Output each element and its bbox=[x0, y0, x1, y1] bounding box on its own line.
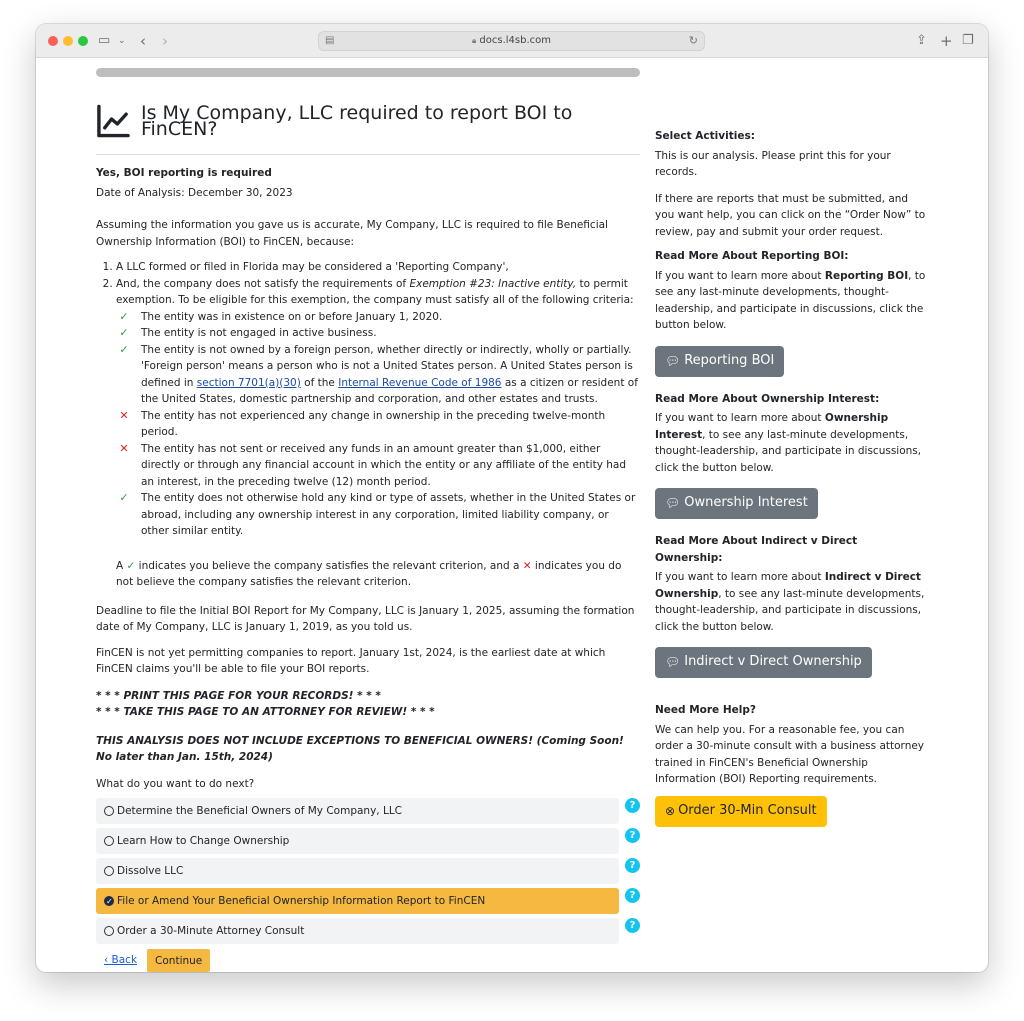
radio-icon[interactable] bbox=[104, 836, 114, 846]
continue-button[interactable]: Continue bbox=[147, 949, 210, 972]
help-icon[interactable]: ? bbox=[625, 828, 640, 843]
criterion-text: The entity is not engaged in active business. bbox=[141, 327, 377, 339]
sidebar-text: If you want to learn more about bbox=[655, 269, 825, 282]
option-row bbox=[96, 858, 640, 884]
criteria-list bbox=[96, 309, 640, 540]
exceptions-warning: THIS ANALYSIS DOES NOT INCLUDE EXCEPTIONS TO BENEFICIAL OWNERS! (Coming Soon! No later than Jan. 15th, 2024) bbox=[96, 734, 624, 763]
criterion-text: The entity was in existence on or before January 1, 2020. bbox=[141, 310, 443, 323]
legend-part: A bbox=[116, 559, 127, 572]
button-label: Ownership Interest bbox=[684, 495, 808, 511]
reason-1-text: A LLC formed or filed in Florida may be considered a 'Reporting Company', bbox=[116, 261, 509, 273]
option-row bbox=[96, 798, 640, 824]
sidebar-bold: Reporting BOI bbox=[824, 269, 909, 282]
option-label: Determine the Beneficial Owners of My Company, LLC bbox=[117, 804, 403, 817]
close-window-button[interactable] bbox=[48, 36, 58, 46]
next-prompt: What do you want to do next? bbox=[96, 777, 255, 790]
option-row bbox=[96, 888, 640, 914]
browser-window bbox=[36, 24, 988, 972]
indirect-direct-heading: Read More About Indirect v Direct Ownership: bbox=[655, 535, 858, 564]
criterion-text: The entity does not otherwise hold any kind or type of assets, whether in the United States or abroad, including any ownership interest in any corporation, limited liability company, or other similar entity. bbox=[141, 492, 636, 537]
criterion-item bbox=[116, 325, 640, 342]
reload-icon[interactable]: ↻ bbox=[688, 34, 698, 47]
zoom-window-button[interactable] bbox=[78, 36, 88, 46]
irc-1986-link[interactable]: Internal Revenue Code of 1986 bbox=[338, 376, 502, 389]
criterion-text: The entity has not experienced any change in ownership in the preceding twelve-month period. bbox=[141, 409, 606, 438]
button-label: Order 30-Min Consult bbox=[678, 802, 817, 818]
analysis-column bbox=[96, 98, 640, 972]
criterion-text-mid: of the bbox=[300, 376, 339, 389]
print-warning: * * * PRINT THIS PAGE FOR YOUR RECORDS! * * * bbox=[96, 689, 381, 702]
help-icon[interactable]: ? bbox=[625, 888, 640, 903]
need-help-heading: Need More Help? bbox=[655, 704, 756, 716]
radio-icon[interactable] bbox=[104, 866, 114, 876]
cross-icon: ✕ bbox=[119, 408, 129, 422]
intro-text: Assuming the information you gave us is accurate, My Company, LLC is required to file Beneficial Ownership Information (BOI) to FinCEN, because: bbox=[96, 219, 608, 248]
sidebar-text: If you want to learn more about bbox=[655, 571, 825, 583]
radio-icon[interactable] bbox=[104, 926, 114, 936]
option-dissolve-llc[interactable] bbox=[96, 858, 619, 884]
fincen-note: FinCEN is not yet permitting companies to report. January 1st, 2024, is the earliest date at which FinCEN claims you'll be able to file your BOI reports. bbox=[96, 646, 606, 675]
chat-bubble-icon: 💬︎ bbox=[665, 353, 681, 368]
page-title: Is My Company, LLC required to report BOI to FinCEN? bbox=[140, 101, 573, 140]
attorney-warning: * * * TAKE THIS PAGE TO AN ATTORNEY FOR REVIEW! * * * bbox=[96, 706, 435, 718]
chat-bubble-icon: 💬︎ bbox=[665, 655, 681, 670]
progress-bar bbox=[96, 68, 640, 77]
browser-toolbar bbox=[36, 24, 988, 58]
reason-item bbox=[116, 276, 640, 309]
exemption-name: Exemption #23: Inactive entity, bbox=[409, 277, 577, 290]
analysis-note: This is our analysis. Please print this for your records. bbox=[655, 149, 891, 178]
need-help-text: We can help you. For a reasonable fee, you can order a 30-minute consult with a business attorney trained in FinCEN's Beneficial Ownership Information (BOI) Reporting requirements. bbox=[655, 723, 925, 785]
criterion-text: The entity is not owned by a foreign person, whether directly or indirectly, wholly or partially. 'Foreign person' means a person who is not a United States person. A United States person is defined in bbox=[141, 343, 633, 389]
section-7701-link[interactable]: section 7701(a)(30) bbox=[196, 376, 301, 389]
reporting-boi-button[interactable] bbox=[655, 346, 784, 377]
option-label: Order a 30-Minute Attorney Consult bbox=[117, 924, 305, 937]
check-icon: ✓ bbox=[126, 559, 136, 572]
deadline-text: Deadline to file the Initial BOI Report for My Company, LLC is January 1, 2025, assuming the formation date of My Company, LLC is January 1, 2019, as you told us. bbox=[96, 604, 635, 633]
back-link[interactable] bbox=[104, 952, 137, 969]
radio-checked-icon[interactable] bbox=[104, 896, 114, 906]
reporting-boi-heading: Read More About Reporting BOI: bbox=[655, 250, 849, 262]
page-icon: ▤ bbox=[325, 35, 335, 46]
reason-2-text: And, the company does not satisfy the requirements of bbox=[116, 277, 410, 290]
reason-item bbox=[116, 259, 640, 276]
help-icon[interactable]: ? bbox=[625, 858, 640, 873]
radio-icon[interactable] bbox=[104, 806, 114, 816]
check-icon: ✓ bbox=[119, 342, 129, 356]
sidebar-text: , to see any last-minute developments, thought-leadership, and participate in discussions, click the button below. bbox=[655, 428, 922, 474]
address-bar[interactable] bbox=[318, 31, 705, 51]
check-icon: ✓ bbox=[119, 491, 129, 504]
legend-text bbox=[96, 558, 640, 591]
page-header bbox=[96, 100, 640, 142]
url-text: docs.l4sb.com bbox=[479, 35, 552, 46]
option-order-consult[interactable] bbox=[96, 918, 619, 944]
sidebar-text: If you want to learn more about bbox=[655, 412, 825, 424]
option-row bbox=[96, 828, 640, 854]
button-label: Reporting BOI bbox=[684, 352, 775, 368]
activities-sidebar bbox=[655, 128, 927, 827]
criterion-item bbox=[116, 441, 640, 491]
tab-overview-icon[interactable]: ❐ bbox=[962, 33, 974, 48]
back-arrow-icon[interactable]: ‹ bbox=[140, 32, 146, 50]
option-row bbox=[96, 918, 640, 944]
reporting-boi-text bbox=[655, 268, 927, 334]
chevron-down-icon[interactable]: ⌄ bbox=[118, 36, 126, 46]
criterion-item bbox=[116, 342, 640, 408]
ownership-interest-heading: Read More About Ownership Interest: bbox=[655, 392, 880, 405]
result-heading: Yes, BOI reporting is required bbox=[96, 167, 272, 179]
criterion-item bbox=[116, 408, 640, 441]
sidebar-bold: Indirect v Direct Ownership bbox=[655, 571, 921, 600]
lock-icon: 🔒︎ bbox=[471, 36, 477, 45]
sidebar-toggle-icon[interactable]: ▭ bbox=[98, 33, 111, 48]
forward-arrow-icon[interactable]: › bbox=[162, 32, 168, 50]
option-label: Dissolve LLC bbox=[117, 864, 184, 877]
help-icon[interactable]: ? bbox=[625, 918, 640, 933]
criterion-item bbox=[116, 309, 640, 326]
sidebar-text: , to see any last-minute developments, thought-leadership, and participate in discussions, click the button below. bbox=[655, 587, 925, 633]
new-tab-icon[interactable]: + bbox=[940, 32, 953, 50]
criterion-text-end: as a citizen or resident of the United States, domestic partnership and corporation, and other estates and trusts. bbox=[141, 376, 638, 405]
sidebar-bold: Ownership Interest bbox=[655, 412, 889, 441]
option-determine-owners[interactable] bbox=[96, 798, 619, 824]
share-icon[interactable]: ⇪ bbox=[916, 33, 927, 48]
option-file-boi-report[interactable] bbox=[96, 888, 619, 914]
line-chart-icon bbox=[96, 103, 131, 139]
cross-icon: ✕ bbox=[522, 559, 532, 572]
legend-part: indicates you believe the company satisfies the relevant criterion, and a bbox=[135, 559, 523, 572]
page-content bbox=[36, 58, 988, 972]
indirect-direct-text bbox=[655, 569, 927, 635]
order-consult-button[interactable] bbox=[655, 796, 827, 827]
minimize-window-button[interactable] bbox=[63, 36, 73, 46]
indirect-direct-button[interactable] bbox=[655, 647, 872, 678]
life-ring-icon: ⊗ bbox=[665, 803, 676, 818]
order-note: If there are reports that must be submitted, and you want help, you can click on the “Order Now” to review, pay and submit your order request. bbox=[655, 192, 926, 238]
check-icon: ✓ bbox=[119, 309, 129, 323]
chat-bubble-icon: 💬︎ bbox=[665, 496, 681, 511]
ownership-interest-button[interactable] bbox=[655, 488, 818, 519]
option-change-ownership[interactable] bbox=[96, 828, 619, 854]
divider bbox=[96, 154, 640, 155]
cross-icon: ✕ bbox=[119, 441, 129, 455]
analysis-date: Date of Analysis: December 30, 2023 bbox=[96, 186, 293, 199]
help-icon[interactable]: ? bbox=[625, 798, 640, 813]
back-label: Back bbox=[111, 954, 138, 967]
reason-2-text-end: to permit exemption. To be eligible for this exemption, the company must satisfy all of the following criteria: bbox=[116, 277, 634, 306]
select-activities-heading: Select Activities: bbox=[655, 130, 755, 142]
reasons-list bbox=[96, 259, 640, 309]
option-label: Learn How to Change Ownership bbox=[117, 834, 290, 847]
legend-part: indicates you do not believe the company satisfies the relevant criterion. bbox=[116, 559, 622, 588]
form-navigation bbox=[96, 949, 640, 972]
check-icon: ✓ bbox=[119, 326, 129, 339]
next-options bbox=[96, 798, 640, 944]
chevron-left-icon: ‹ bbox=[104, 954, 112, 967]
criterion-item bbox=[116, 490, 640, 540]
option-label: File or Amend Your Beneficial Ownership Information Report to FinCEN bbox=[117, 894, 486, 907]
criterion-text: The entity has not sent or received any funds in an amount greater than $1,000, either directly or through any financial account in which the entity or any affiliate of the entity had an interest, in the preceding twelve (12) month period. bbox=[141, 442, 627, 488]
sidebar-text: , to see any last-minute developments, thought-leadership, and participate in discussions, click the button below. bbox=[655, 269, 926, 331]
button-label: Indirect v Direct Ownership bbox=[684, 654, 862, 670]
ownership-interest-text bbox=[655, 410, 927, 476]
